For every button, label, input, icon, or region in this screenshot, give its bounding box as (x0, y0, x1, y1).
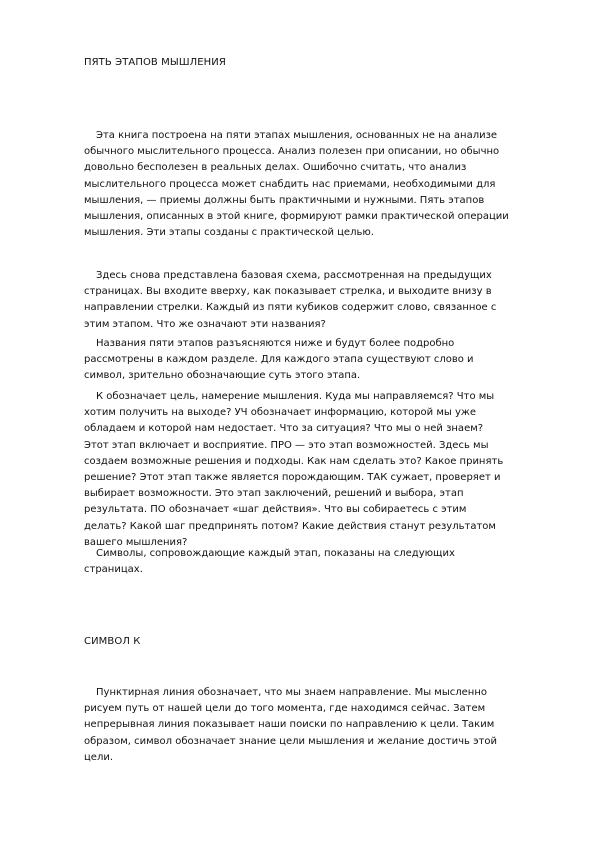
text-line: этим этапом. Что же означают эти названия? (84, 318, 326, 330)
paragraph-intro (84, 128, 556, 241)
text-line: Пунктирная линия обозначает, что мы знаем направление. Мы мысленно (96, 687, 487, 698)
text-line: К обозначает цель, намерение мышления. Куда мы направляемся? Что мы (96, 391, 495, 402)
text-line: Названия пяти этапов разъясняются ниже и будут более подробно (96, 338, 455, 349)
text-line: цели. (84, 751, 114, 763)
paragraph-stage-names (84, 336, 556, 385)
text-line: непрерывная линия показывает наши поиски по направлению к цели. Таким (84, 719, 495, 731)
text-line: страницах. Вы входите вверху, как показывает стрелка, и выходите внизу в (84, 286, 492, 298)
text-line: Эта книга построена на пяти этапах мышления, основанных не на анализе (96, 130, 498, 141)
text-line: Этот этап включает и восприятие. ПРО — это этап возможностей. Здесь мы (84, 439, 489, 451)
paragraph-symbols (84, 546, 556, 578)
text-line: хотим получить на выходе? УЧ обозначает информацию, которой мы уже (84, 407, 477, 419)
text-line: мышления, — приемы должны быть практичными и нужными. Пять этапов (84, 194, 485, 206)
section-heading: ПЯТЬ ЭТАПОВ МЫШЛЕНИЯ (84, 57, 226, 68)
text-line: создаем возможные решения и подходы. Как нам сделать это? Какое принять (84, 455, 504, 467)
text-line: мыслительного процесса может снабдить нас приемами, необходимыми для (84, 178, 496, 190)
text-line: Символы, сопровождающие каждый этап, показаны на следующих (96, 548, 455, 559)
text-line: довольно бесполезен в реальных делах. Ошибочно считать, что анализ (84, 162, 467, 174)
text-line: обладаем и которой нам недостает. Что за ситуация? Что мы о ней знаем? (84, 423, 484, 435)
paragraph-scheme (84, 268, 556, 333)
text-line: символ, зрительно обозначающие суть этого этапа. (84, 370, 361, 382)
text-line: направлении стрелки. Каждый из пяти кубиков содержит слово, связанное с (84, 302, 497, 314)
text-line: рассмотрены в каждом разделе. Для каждого этапа существуют слово и (84, 354, 474, 366)
text-line: мышления, описанных в этой книге, формируют рамки практической операции (84, 211, 509, 223)
text-line: вашего мышления? (84, 536, 188, 548)
paragraph-symbol-k (84, 685, 556, 766)
section-heading: СИМВОЛ К (84, 636, 141, 647)
text-line: делать? Какой шаг предпринять потом? Какие действия станут результатом (84, 520, 496, 532)
paragraph-stages-explained (84, 389, 556, 551)
text-line: результата. ПО обозначает «шаг действия». Что вы собираетесь с этим (84, 504, 467, 516)
text-line: рисуем путь от нашей цели до того момента, где находимся сейчас. Затем (84, 703, 486, 715)
text-line: мышления. Эти этапы созданы с практической целью. (84, 227, 374, 239)
text-line: образом, символ обозначает знание цели мышления и желание достичь этой (84, 735, 498, 747)
text-line: страницах. (84, 564, 143, 576)
text-line: Здесь снова представлена базовая схема, рассмотренная на предыдущих (96, 270, 492, 281)
text-line: выбирает возможности. Это этап заключений, решений и выбора, этап (84, 488, 464, 500)
text-line: решение? Этот этап также является порождающим. ТАК сужает, проверяет и (84, 472, 501, 484)
text-line: обычного мыслительного процесса. Анализ полезен при описании, но обычно (84, 146, 500, 158)
